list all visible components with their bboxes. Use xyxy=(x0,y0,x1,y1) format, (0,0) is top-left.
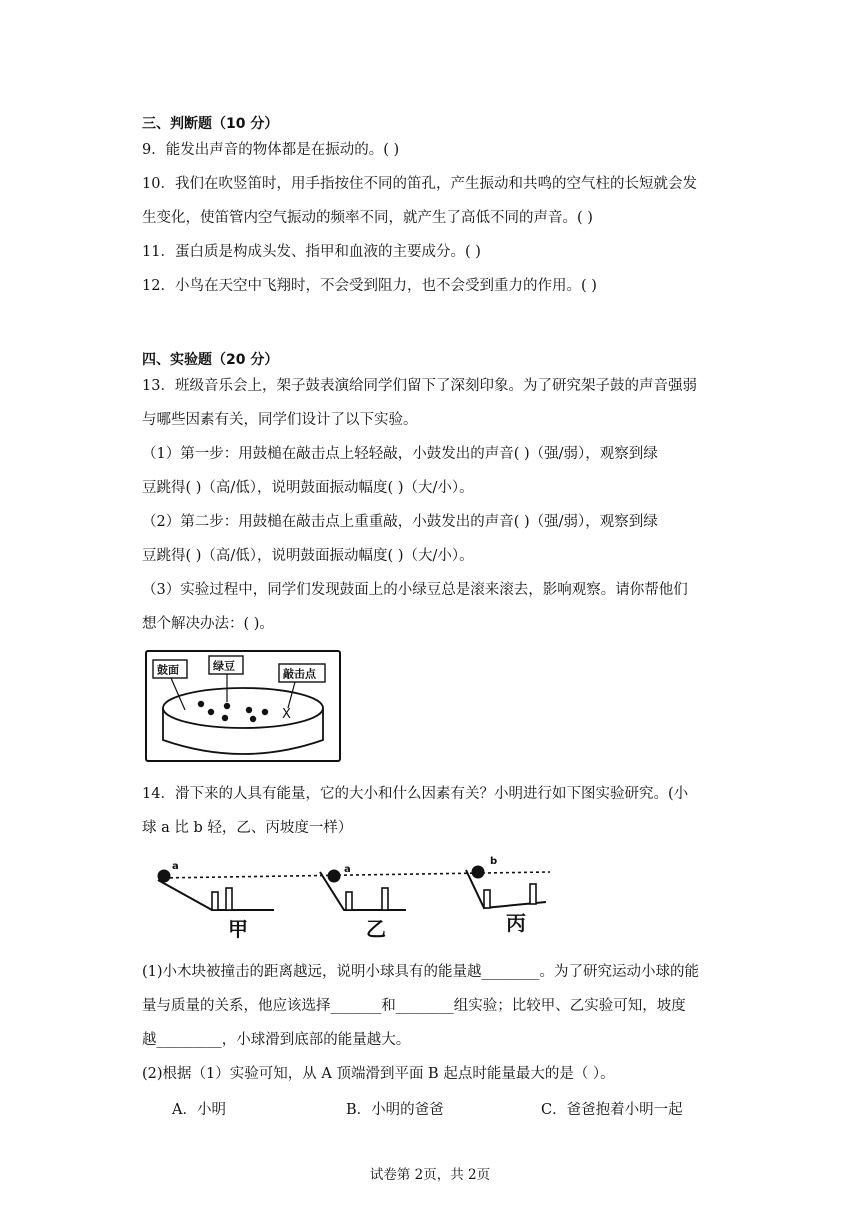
question-14-line-1: 14．滑下来的人具有能量，它的大小和什么因素有关？小明进行如下图实验研究。(小 xyxy=(142,786,689,802)
option-a: A．小明 xyxy=(172,1102,226,1118)
bean xyxy=(222,715,228,721)
question-13-step-1-line-2: 豆跳得( )（高/低），说明鼓面振动幅度( )（大/小）。 xyxy=(142,480,474,496)
setup-jia xyxy=(158,861,275,941)
hit-point-mark: X xyxy=(282,707,291,722)
question-13-step-3-line-1: （3）实验过程中，同学们发现鼓面上的小绿豆总是滚来滚去，影响观察。请你帮他们 xyxy=(142,582,688,598)
label-bing: 丙 xyxy=(506,911,526,935)
question-14-part-2: (2)根据（1）实验可知，从 A 顶端滑到平面 B 起点时能量最大的是（ ）。 xyxy=(142,1066,615,1082)
question-13-step-1-line-1: （1）第一步：用鼓槌在敲击点上轻轻敲，小鼓发出的声音( )（强/弱），观察到绿 xyxy=(142,446,658,462)
option-c: C．爸爸抱着小明一起 xyxy=(541,1102,683,1118)
page-footer: 试卷第 2页，共 2页 xyxy=(369,1167,491,1183)
ramp-figure xyxy=(150,852,560,944)
bean xyxy=(208,709,214,715)
section-3-title: 三、判断题（10 分） xyxy=(142,116,279,132)
question-13-step-3-line-2: 想个解决办法：( )。 xyxy=(142,616,274,632)
bean xyxy=(224,703,230,709)
drum-top xyxy=(163,688,323,728)
ball-label: b xyxy=(490,856,498,867)
question-14-part-1-line-1: (1)小木块被撞击的距离越远，说明小球具有的能量越________。为了研究运动小球的能 xyxy=(142,964,700,980)
question-9: 9．能发出声音的物体都是在振动的。( ) xyxy=(142,142,400,158)
wood-block xyxy=(346,892,352,910)
bean xyxy=(262,709,268,715)
ball-b xyxy=(472,866,485,879)
label-jia: 甲 xyxy=(228,917,248,941)
question-14-part-1-line-2: 量与质量的关系，他应该选择_______和________组实验；比较甲、乙实验可知，坡度 xyxy=(142,998,686,1014)
surface-label: 鼓面 xyxy=(157,663,179,677)
wood-block xyxy=(212,892,218,910)
label-yi: 乙 xyxy=(366,917,386,941)
question-14-part-1-line-3: 越_________，小球滑到底部的能量越大。 xyxy=(142,1032,411,1048)
question-13-step-2-line-1: （2）第二步：用鼓槌在敲击点上重重敲，小鼓发出的声音( )（强/弱），观察到绿 xyxy=(142,514,658,530)
hit-label: 敲击点 xyxy=(283,667,316,681)
section-4-title: 四、实验题（20 分） xyxy=(142,352,279,368)
question-14-line-2: 球 a 比 b 轻，乙、丙坡度一样） xyxy=(142,820,353,836)
drum-body xyxy=(163,708,323,754)
question-10-line-1: 10．我们在吹竖笛时，用手指按住不同的笛孔，产生振动和共鸣的空气柱的长短就会发 xyxy=(142,176,697,192)
ball-a xyxy=(158,870,171,883)
wood-block xyxy=(382,888,388,910)
bean xyxy=(246,707,252,713)
question-11: 11．蛋白质是构成头发、指甲和血液的主要成分。( ) xyxy=(142,244,481,260)
wood-block xyxy=(226,888,232,910)
height-reference-line xyxy=(158,872,550,878)
ball-a xyxy=(328,870,341,883)
question-13-line-2: 与哪些因素有关，同学们设计了以下实验。 xyxy=(142,412,418,428)
bean xyxy=(198,701,204,707)
bean-label: 绿豆 xyxy=(213,659,235,673)
setup-bing xyxy=(466,856,546,935)
drum-figure xyxy=(145,650,341,762)
question-13-line-1: 13．班级音乐会上，架子鼓表演给同学们留下了深刻印象。为了研究架子鼓的声音强弱 xyxy=(142,378,697,394)
bean xyxy=(250,716,256,722)
hit-pointer xyxy=(288,682,295,708)
ball-label: a xyxy=(344,864,351,875)
ball-label: a xyxy=(172,861,179,872)
question-13-step-2-line-2: 豆跳得( )（高/低），说明鼓面振动幅度( )（大/小）。 xyxy=(142,548,474,564)
wood-block xyxy=(530,884,536,904)
option-b: B．小明的爸爸 xyxy=(346,1102,444,1118)
wood-block xyxy=(484,890,490,908)
question-12: 12．小鸟在天空中飞翔时，不会受到阻力，也不会受到重力的作用。( ) xyxy=(142,278,597,294)
question-10-line-2: 生变化，使笛管内空气振动的频率不同，就产生了高低不同的声音。( ) xyxy=(142,210,593,226)
